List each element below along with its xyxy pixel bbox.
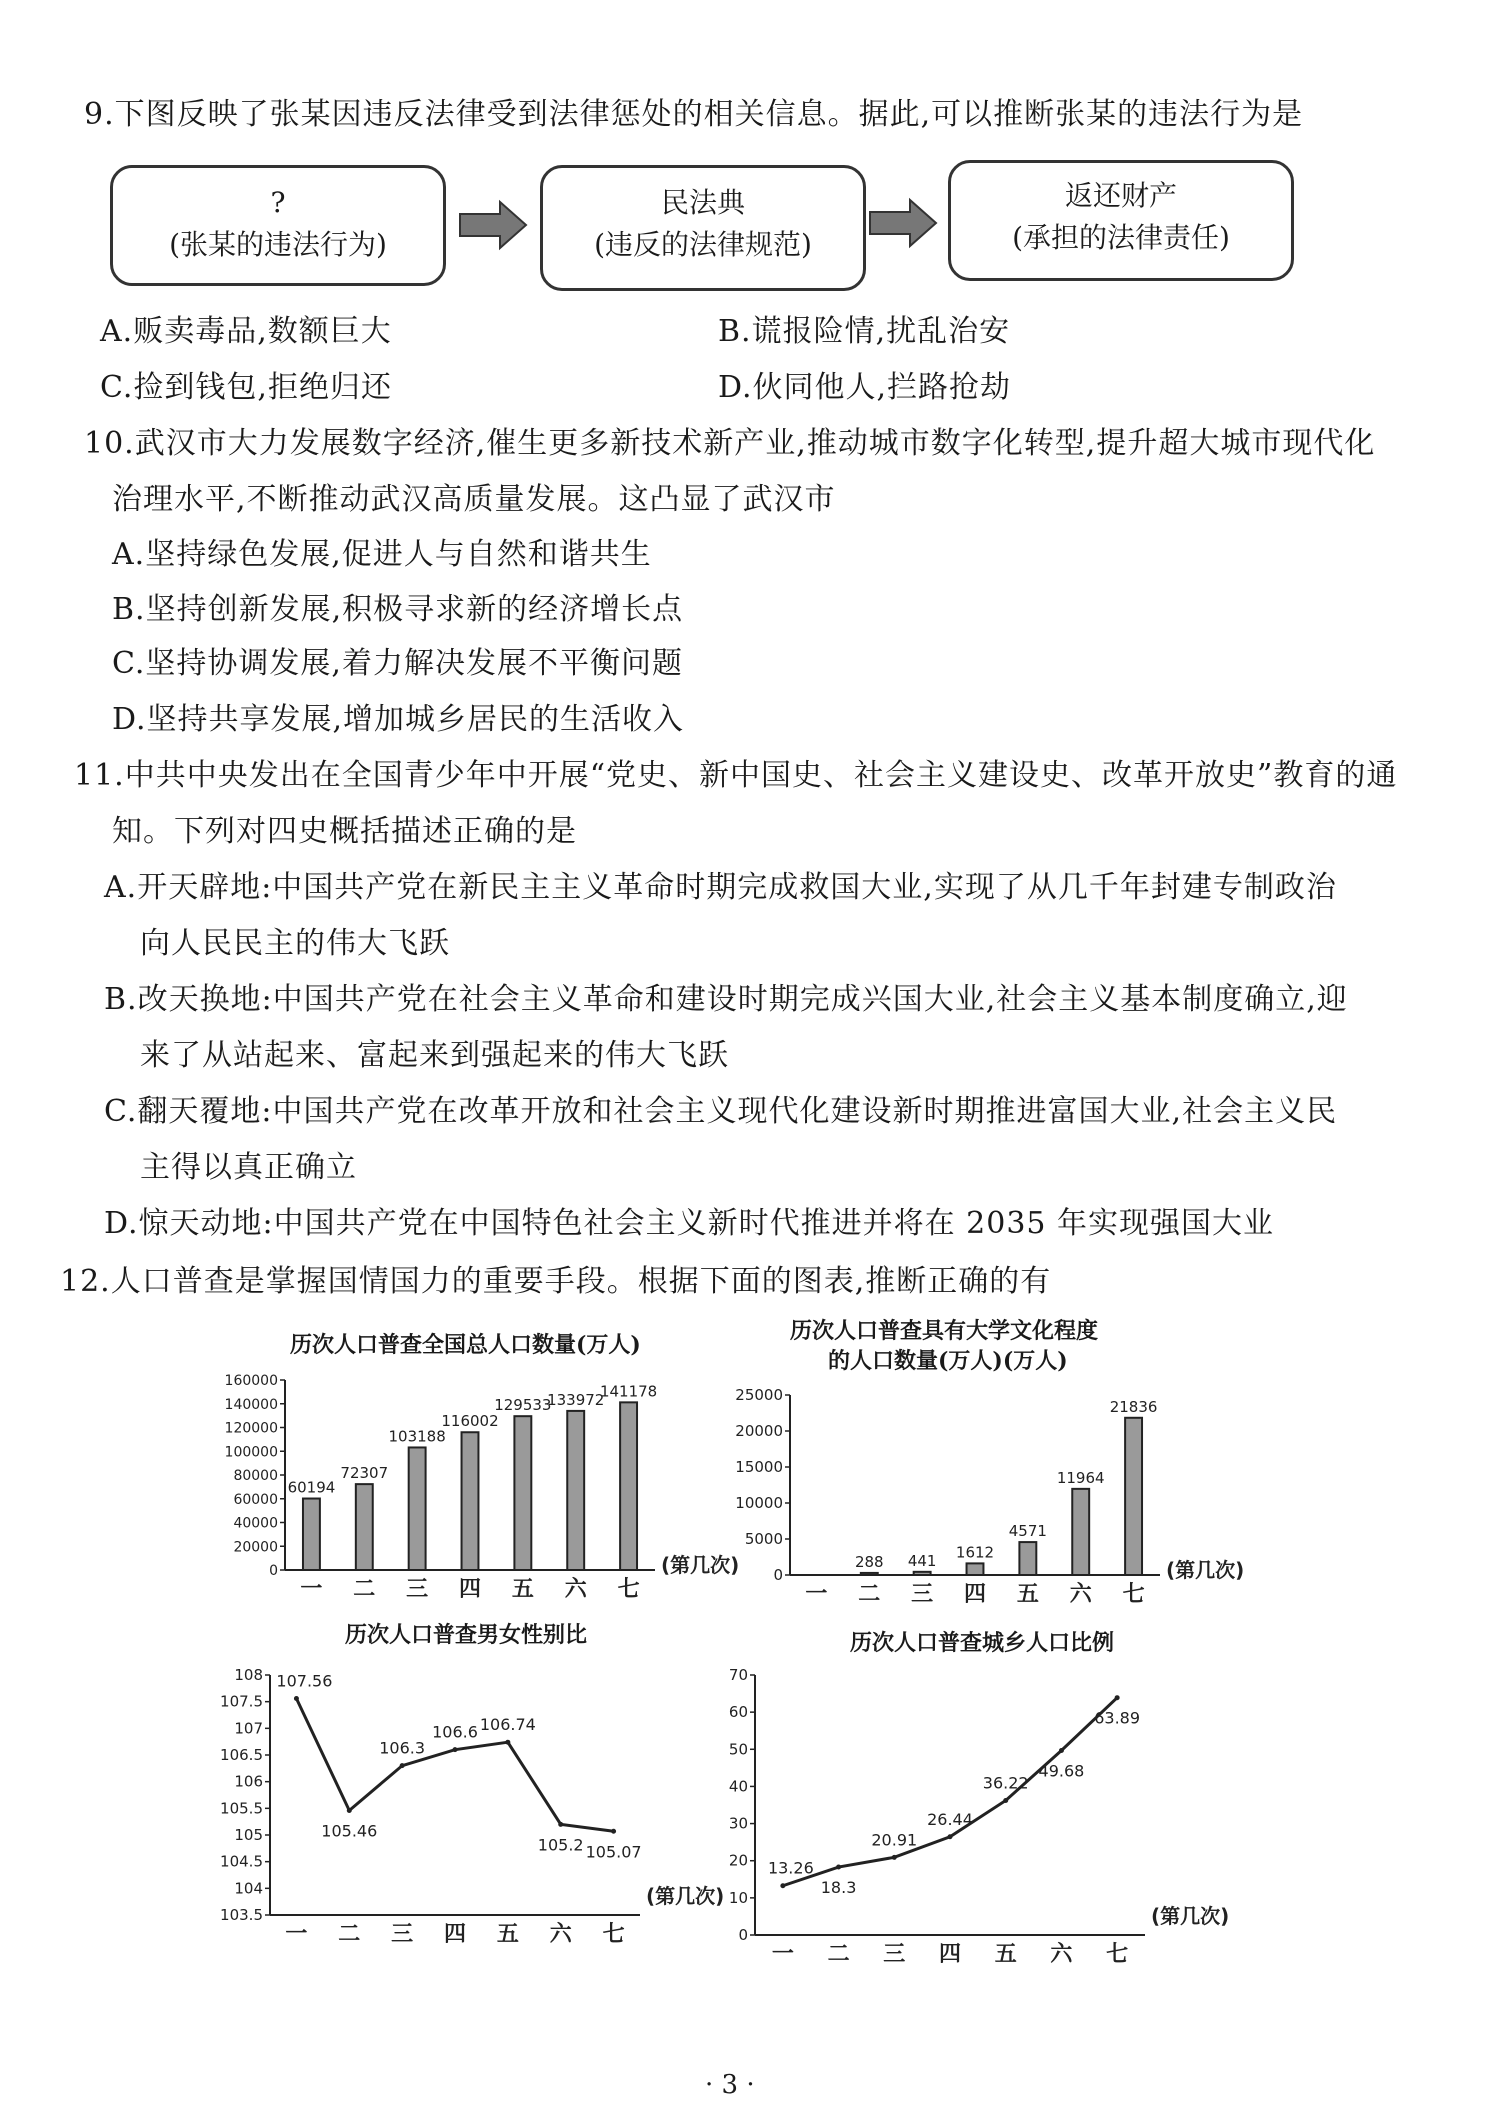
y-tick-label: 100000 — [224, 1444, 278, 1461]
bar — [1019, 1542, 1036, 1575]
data-label: 116002 — [441, 1412, 499, 1431]
y-tick-label: 60 — [728, 1703, 748, 1722]
x-tick-label: 六 — [549, 1922, 572, 1947]
q10-option-a: A.坚持绿色发展,促进人与自然和谐共生 — [112, 537, 652, 572]
q11-option-a-1: A.开天辟地:中国共产党在新民主主义革命时期完成救国大业,实现了从几千年封建专制政治 — [104, 870, 1337, 905]
y-tick-label: 40 — [728, 1777, 748, 1796]
x-tick-label: 三 — [391, 1922, 414, 1947]
q10-stem-1: 10.武汉市大力发展数字经济,催生更多新技术新产业,推动城市数字化转型,提升超大城市现代化 — [84, 426, 1376, 461]
data-label: 133972 — [547, 1390, 605, 1409]
x-tick-label: 六 — [564, 1577, 587, 1602]
x-tick-label: 四 — [938, 1942, 962, 1967]
q11-option-c-1: C.翻天覆地:中国共产党在改革开放和社会主义现代化建设新时期推进富国大业,社会主义民 — [104, 1094, 1338, 1129]
arrow-icon — [460, 200, 530, 250]
data-point — [1003, 1798, 1008, 1803]
y-tick-label: 104 — [234, 1879, 263, 1898]
y-tick-label: 140000 — [224, 1396, 278, 1413]
x-tick-label: 二 — [827, 1942, 850, 1967]
x-axis-label: (第几次) — [661, 1553, 740, 1577]
x-tick-label: 七 — [1106, 1942, 1129, 1967]
bar — [356, 1484, 373, 1570]
y-tick-label: 25000 — [735, 1386, 783, 1404]
q11-option-d: D.惊天动地:中国共产党在中国特色社会主义新时代推进并将在 2035 年实现强国大业 — [104, 1206, 1275, 1241]
data-label: 4571 — [1008, 1522, 1047, 1541]
y-tick-label: 0 — [269, 1563, 278, 1579]
data-point — [780, 1883, 785, 1888]
y-tick-label: 20000 — [233, 1539, 278, 1556]
x-tick-label: 六 — [1050, 1942, 1073, 1967]
y-tick-label: 15000 — [735, 1458, 783, 1476]
q10-stem-2: 治理水平,不断推动武汉高质量发展。这凸显了武汉市 — [112, 482, 836, 517]
data-label: 141178 — [599, 1382, 658, 1401]
y-tick-label: 40000 — [233, 1515, 278, 1532]
data-point — [294, 1696, 299, 1701]
y-tick-label: 50 — [728, 1740, 748, 1759]
x-axis-label: (第几次) — [1166, 1558, 1245, 1582]
data-label: 60194 — [287, 1478, 336, 1497]
y-tick-label: 108 — [234, 1666, 263, 1684]
x-tick-label: 二 — [858, 1582, 881, 1607]
q9-box-law — [540, 165, 866, 291]
data-point — [1115, 1695, 1120, 1700]
data-label: 105.46 — [321, 1821, 378, 1841]
y-tick-label: 60000 — [233, 1491, 278, 1508]
arrow-icon — [870, 198, 940, 248]
x-tick-label: 三 — [883, 1942, 906, 1967]
x-tick-label: 四 — [443, 1922, 467, 1947]
x-tick-label: 三 — [406, 1577, 429, 1602]
x-tick-label: 二 — [338, 1922, 361, 1947]
data-point — [558, 1822, 563, 1827]
data-label: 18.3 — [820, 1878, 857, 1898]
y-tick-label: 10000 — [735, 1494, 783, 1512]
data-label: 103188 — [388, 1427, 446, 1446]
data-label: 105.2 — [537, 1835, 584, 1855]
y-tick-label: 5000 — [744, 1530, 783, 1548]
y-tick-label: 0 — [738, 1926, 748, 1944]
data-point — [505, 1740, 510, 1745]
y-tick-label: 20000 — [735, 1422, 783, 1440]
bar — [514, 1416, 531, 1570]
bar — [967, 1563, 984, 1575]
q11-option-a-2: 向人民民主的伟大飞跃 — [140, 926, 450, 961]
data-label: 63.89 — [1094, 1708, 1141, 1728]
data-label: 288 — [854, 1552, 884, 1571]
q9-stem: 9.下图反映了张某因违反法律受到法律惩处的相关信息。据此,可以推断张某的违法行为是 — [84, 97, 1304, 132]
x-tick-label: 七 — [1122, 1582, 1145, 1607]
x-tick-label: 五 — [1016, 1582, 1039, 1607]
bar — [409, 1447, 426, 1570]
bar — [462, 1432, 479, 1570]
data-point — [948, 1834, 953, 1839]
bar — [1125, 1418, 1142, 1575]
x-tick-label: 六 — [1069, 1582, 1092, 1607]
bar — [861, 1573, 878, 1575]
x-tick-label: 五 — [994, 1942, 1017, 1967]
bar — [914, 1572, 931, 1575]
y-tick-label: 107 — [234, 1719, 263, 1738]
sex-ratio-line-chart — [200, 1655, 725, 1955]
x-axis-label: (第几次) — [646, 1884, 725, 1908]
x-axis-label: (第几次) — [1151, 1904, 1230, 1928]
data-label: 106.74 — [479, 1715, 536, 1735]
q11-stem-2: 知。下列对四史概括描述正确的是 — [112, 814, 577, 849]
q9-box1-line2: (张某的违法行为) — [169, 228, 387, 261]
data-label: 20.91 — [871, 1830, 918, 1850]
x-tick-label: 七 — [602, 1922, 625, 1947]
q9-option-c: C.捡到钱包,拒绝归还 — [100, 370, 392, 405]
x-tick-label: 一 — [300, 1577, 323, 1602]
series-line — [783, 1698, 1117, 1886]
data-label: 13.26 — [767, 1858, 814, 1878]
x-tick-label: 五 — [511, 1577, 534, 1602]
q10-option-d: D.坚持共享发展,增加城乡居民的生活收入 — [112, 702, 685, 737]
x-tick-label: 一 — [285, 1922, 308, 1947]
urbanization-line-chart — [710, 1655, 1270, 1975]
x-tick-label: 一 — [805, 1582, 828, 1607]
q11-option-b-1: B.改天换地:中国共产党在社会主义革命和建设时期完成兴国大业,社会主义基本制度确立,迎 — [104, 982, 1348, 1017]
y-tick-label: 10 — [728, 1888, 748, 1907]
data-label: 49.68 — [1038, 1761, 1085, 1781]
data-label: 72307 — [340, 1464, 389, 1483]
data-label: 441 — [907, 1551, 937, 1570]
y-tick-label: 30 — [728, 1814, 748, 1833]
data-label: 107.56 — [276, 1671, 333, 1691]
population-bar-chart — [170, 1360, 740, 1610]
y-tick-label: 106 — [234, 1772, 263, 1791]
q11-stem-1: 11.中共中央发出在全国青少年中开展“党史、新中国史、社会主义建设史、改革开放史”教育的通 — [74, 758, 1398, 793]
q9-box2-line1: 民法典 — [660, 186, 745, 219]
series-line — [296, 1698, 613, 1831]
q11-option-c-2: 主得以真正确立 — [140, 1150, 357, 1185]
x-tick-label: 七 — [617, 1577, 640, 1602]
q9-box-behavior — [110, 165, 446, 286]
data-label: 105.07 — [585, 1842, 642, 1862]
x-tick-label: 一 — [771, 1942, 794, 1967]
bar — [567, 1411, 584, 1570]
q9-option-d: D.伙同他人,拦路抢劫 — [718, 370, 1012, 405]
q12-stem: 12.人口普查是掌握国情国力的重要手段。根据下面的图表,推断正确的有 — [60, 1264, 1052, 1299]
data-label: 106.3 — [379, 1738, 426, 1758]
q10-option-b: B.坚持创新发展,积极寻求新的经济增长点 — [112, 592, 684, 627]
data-label: 106.6 — [432, 1722, 478, 1742]
data-label: 11964 — [1056, 1468, 1105, 1487]
q9-option-a: A.贩卖毒品,数额巨大 — [100, 314, 392, 349]
y-tick-label: 160000 — [224, 1373, 278, 1389]
y-tick-label: 104.5 — [220, 1852, 263, 1871]
page-number: · 3 · — [705, 2070, 755, 2100]
q9-box1-line1: ? — [270, 186, 286, 219]
chart2-title-line1: 历次人口普查具有大学文化程度 — [790, 1318, 1099, 1344]
data-point — [892, 1855, 897, 1860]
bar — [620, 1402, 637, 1570]
x-tick-label: 二 — [353, 1577, 376, 1602]
q9-box3-line1: 返还财产 — [1064, 179, 1177, 212]
x-tick-label: 四 — [963, 1582, 987, 1607]
x-tick-label: 四 — [458, 1577, 482, 1602]
college-population-bar-chart — [720, 1375, 1280, 1615]
data-label: 26.44 — [927, 1809, 973, 1829]
chart3-title: 历次人口普查男女性别比 — [345, 1622, 588, 1648]
chart1-title: 历次人口普查全国总人口数量(万人) — [290, 1332, 641, 1358]
q9-box2-line2: (违反的法律规范) — [594, 228, 812, 261]
y-tick-label: 105 — [234, 1826, 263, 1844]
chart2-title-line2: 的人口数量(万人)(万人) — [828, 1348, 1068, 1374]
y-tick-label: 107.5 — [220, 1692, 263, 1711]
q11-option-b-2: 来了从站起来、富起来到强起来的伟大飞跃 — [140, 1038, 729, 1073]
data-point — [611, 1829, 616, 1834]
q9-box-liability — [948, 160, 1294, 281]
q10-option-c: C.坚持协调发展,着力解决发展不平衡问题 — [112, 646, 683, 681]
data-label: 36.22 — [982, 1773, 1029, 1793]
y-tick-label: 103.5 — [220, 1906, 263, 1924]
data-label: 129533 — [494, 1396, 552, 1415]
y-tick-label: 106.5 — [220, 1746, 263, 1764]
bar — [1072, 1489, 1089, 1575]
q9-box3-line2: (承担的法律责任) — [1012, 221, 1230, 254]
x-tick-label: 三 — [911, 1582, 934, 1607]
data-point — [347, 1808, 352, 1813]
data-point — [453, 1747, 458, 1752]
data-point — [836, 1865, 841, 1870]
bar — [303, 1499, 320, 1570]
x-tick-label: 五 — [496, 1922, 519, 1947]
y-tick-label: 120000 — [224, 1420, 278, 1437]
q9-option-b: B.谎报险情,扰乱治安 — [718, 314, 1011, 349]
y-tick-label: 80000 — [233, 1468, 278, 1484]
y-tick-label: 105.5 — [220, 1799, 263, 1818]
data-label: 1612 — [955, 1543, 995, 1562]
y-tick-label: 20 — [728, 1851, 748, 1870]
y-tick-label: 0 — [773, 1566, 783, 1584]
chart4-title: 历次人口普查城乡人口比例 — [850, 1630, 1115, 1656]
data-label: 21836 — [1109, 1397, 1158, 1416]
data-point — [400, 1763, 405, 1768]
y-tick-label: 70 — [728, 1666, 748, 1684]
data-point — [1059, 1748, 1064, 1753]
